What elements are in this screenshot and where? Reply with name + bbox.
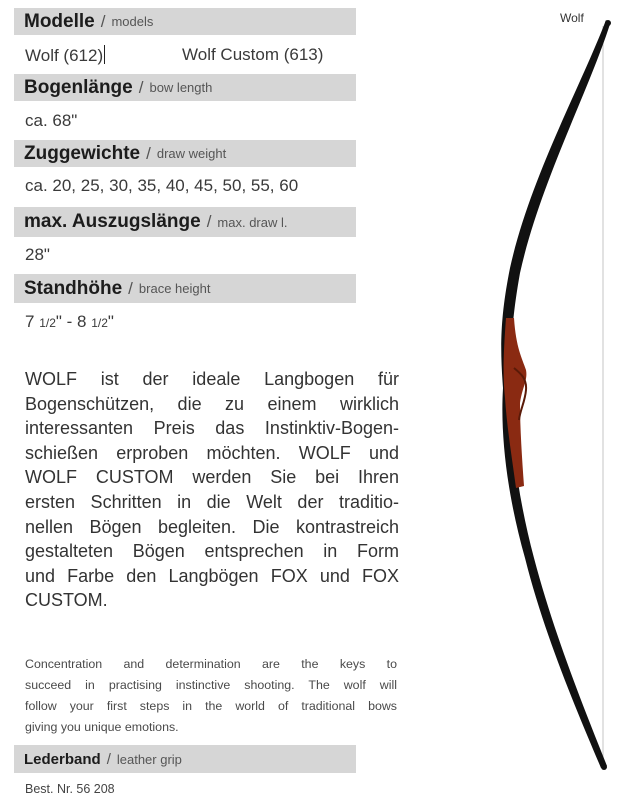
description-line: succeed in practising instinctive shooting. The wolf will (25, 678, 397, 692)
description-line: ersten Schritten in die Welt der traditio- (25, 491, 399, 512)
model-wolf-custom: Wolf Custom (613) (182, 45, 324, 64)
separator: / (106, 750, 111, 768)
description-line: Concentration and determination are the keys to (25, 657, 397, 671)
grip-header (14, 745, 356, 773)
separator: / (128, 278, 133, 298)
upper-limb (501, 20, 610, 388)
draw-weight-value: ca. 20, 25, 30, 35, 40, 45, 50, 55, 60 (25, 176, 299, 195)
model-wolf: Wolf (612) (25, 46, 104, 65)
separator: / (138, 77, 144, 97)
description-line: giving you unique emotions. (25, 720, 179, 734)
spec-label-de: Zuggewichte (24, 142, 141, 164)
spec-label-de: Bogenlänge (24, 76, 133, 98)
spec-header-models (14, 8, 356, 35)
separator: / (206, 212, 212, 231)
description-line: follow your first steps in the world of traditional bows (25, 699, 397, 713)
spec-label-de: Modelle (24, 10, 95, 32)
description-line: CUSTOM. (25, 590, 108, 611)
models-value (25, 45, 324, 66)
spec-label-en: models (111, 14, 154, 29)
description-en (25, 654, 397, 738)
spec-label-de: max. Auszugslänge (24, 211, 201, 232)
description-line: und Farbe den Langbögen FOX und FOX (25, 565, 399, 586)
longbow-illustration (470, 18, 615, 778)
description-de (25, 367, 399, 613)
grip-label-de: Lederband (24, 750, 101, 768)
description-line: Bogenschützen, die zu einem wirklich (25, 393, 399, 414)
spec-label-en: max. draw l. (217, 214, 288, 230)
spec-label-en: brace height (138, 281, 211, 296)
spec-label-de: Standhöhe (24, 277, 123, 299)
separator: / (146, 143, 151, 163)
description-line: schießen erproben möchten. WOLF und (25, 442, 399, 463)
spec-label-en: draw weight (156, 146, 227, 161)
bow-label: Wolf (560, 11, 584, 25)
bow-tip-top (605, 20, 611, 26)
spec-header-draw-weight (14, 140, 356, 167)
bow-length-value: ca. 68" (25, 111, 78, 130)
description-line: nellen Bögen begleiten. Die kontrastreich (25, 516, 399, 537)
draw-length-value: 28" (25, 245, 50, 264)
description-line: WOLF CUSTOM werden Sie bei Ihren (25, 467, 399, 488)
spec-header-brace-height (14, 274, 356, 303)
description-line: gestalteten Bögen entsprechen in Form (25, 541, 399, 562)
order-number: Best. Nr. 56 208 (25, 782, 115, 796)
grip-label-en: leather grip (116, 751, 182, 767)
separator: / (100, 11, 106, 31)
spec-label-en: bow length (149, 80, 213, 95)
brace-height-value: 7 1/2" - 8 1/2" (25, 312, 114, 331)
description-line: interessanten Preis das Instinktiv-Bogen- (25, 418, 399, 439)
text-cursor (104, 45, 105, 64)
spec-header-bow-length (14, 74, 356, 101)
bow-tip-bottom (601, 764, 607, 770)
spec-header-draw-length (14, 207, 356, 237)
description-line: WOLF ist der ideale Langbogen für (25, 369, 399, 389)
